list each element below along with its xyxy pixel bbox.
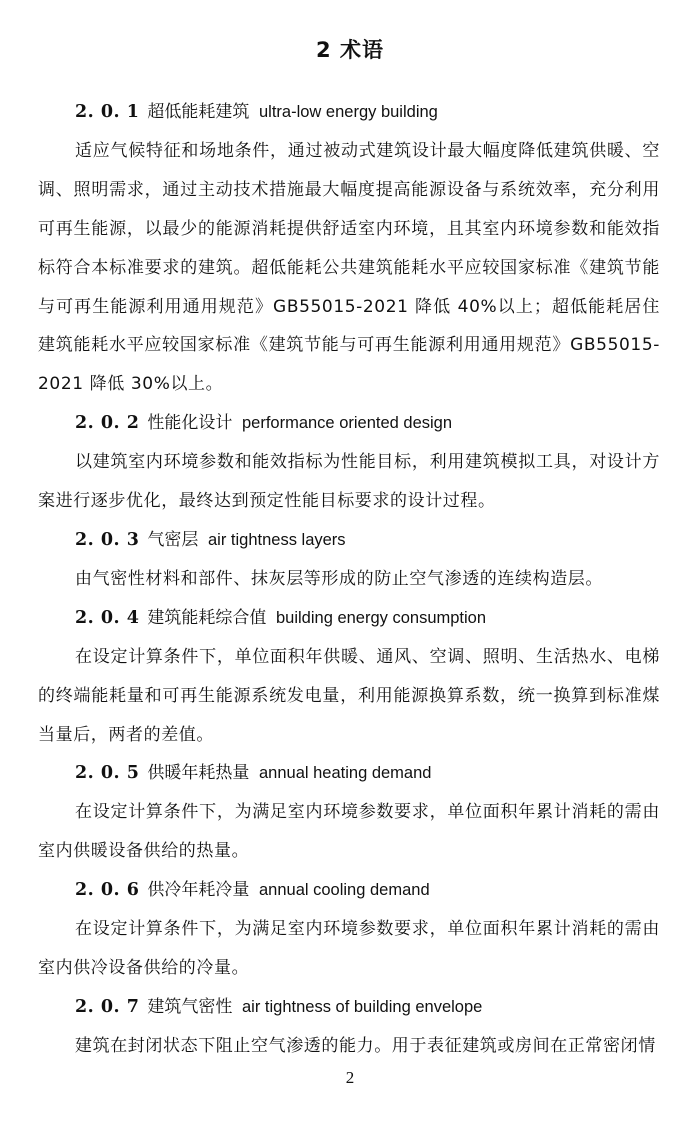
term-english-name: annual heating demand (258, 764, 432, 783)
page-number: 2 (345, 1068, 355, 1087)
term-entry (38, 521, 660, 599)
term-number: 2. 0. 6 (75, 880, 140, 901)
term-english-name: annual cooling demand (258, 881, 430, 900)
term-entry (38, 599, 660, 755)
term-number: 2. 0. 1 (75, 102, 140, 122)
term-number: 2. 0. 2 (75, 413, 140, 434)
term-english-name: air tightness layers (207, 530, 346, 549)
term-chinese-name: 供冷年耗冷量 (147, 880, 250, 901)
term-definition: 由气密性材料和部件、抹灰层等形成的防止空气渗透的连续构造层。 (75, 568, 603, 589)
term-english-name: air tightness of building envelope (241, 997, 483, 1016)
term-definition: 在设定计算条件下，单位面积年供暖、通风、空调、照明、生活热水、电梯的终端能耗量和可再生能源系统发电量，利用能源换算系数，统一换算到标准煤当量后，两者的差值。 (38, 646, 660, 745)
term-heading (38, 404, 660, 443)
term-number: 2. 0. 4 (75, 607, 140, 628)
term-definition: 在设定计算条件下，为满足室内环境参数要求，单位面积年累计消耗的需由室内供暖设备供给的热量。 (38, 802, 660, 862)
term-english-name: ultra-low energy building (258, 103, 438, 121)
term-heading (38, 93, 660, 132)
term-definition: 适应气候特征和场地条件，通过被动式建筑设计最大幅度降低建筑供暖、空调、照明需求，通过主动技术措施最大幅度提高能源设备与系统效率，充分利用可再生能源，以最少的能源消耗提供舒适室内环境，且其室内环境参数和能效指标符合本标准要求的建筑。超低能耗公共建筑能耗水平应较国家标准《建筑节能与可再生能源利用通用规范》GB55015-2021 降低 40%以上；超低能耗居住建筑能耗水平应较国家标准《建筑节能与可再生能源利用通用规范》GB55015-2021 降低 30%以上。 (38, 140, 660, 395)
term-heading (38, 521, 660, 560)
term-english-name: building energy consumption (275, 608, 487, 627)
term-number: 2. 0. 7 (75, 996, 140, 1017)
term-chinese-name: 超低能耗建筑 (147, 102, 250, 122)
chapter-title: 2 术语 (316, 38, 384, 62)
terms-body (38, 93, 660, 1066)
term-heading (38, 754, 660, 793)
term-definition: 在设定计算条件下，为满足室内环境参数要求，单位面积年累计消耗的需由室内供冷设备供给的冷量。 (38, 919, 660, 978)
term-heading (38, 988, 660, 1027)
term-definition: 以建筑室内环境参数和能效指标为性能目标，利用建筑模拟工具，对设计方案进行逐步优化，最终达到预定性能目标要求的设计过程。 (38, 452, 660, 512)
term-chinese-name: 气密层 (147, 529, 199, 550)
term-entry (38, 754, 660, 871)
term-chinese-name: 建筑能耗综合值 (147, 607, 267, 628)
term-chinese-name: 供暖年耗热量 (147, 763, 250, 784)
term-definition: 建筑在封闭状态下阻止空气渗透的能力。用于表征建筑或房间在正常密闭情 (75, 1035, 656, 1056)
term-heading (38, 599, 660, 638)
term-entry (38, 871, 660, 988)
term-entry (38, 93, 660, 404)
term-number: 2. 0. 5 (75, 763, 140, 784)
term-chinese-name: 建筑气密性 (147, 996, 233, 1017)
term-heading (38, 871, 660, 910)
term-entry (38, 988, 660, 1066)
term-number: 2. 0. 3 (75, 529, 140, 550)
term-chinese-name: 性能化设计 (147, 413, 233, 434)
term-english-name: performance oriented design (241, 414, 453, 433)
term-entry (38, 404, 660, 521)
